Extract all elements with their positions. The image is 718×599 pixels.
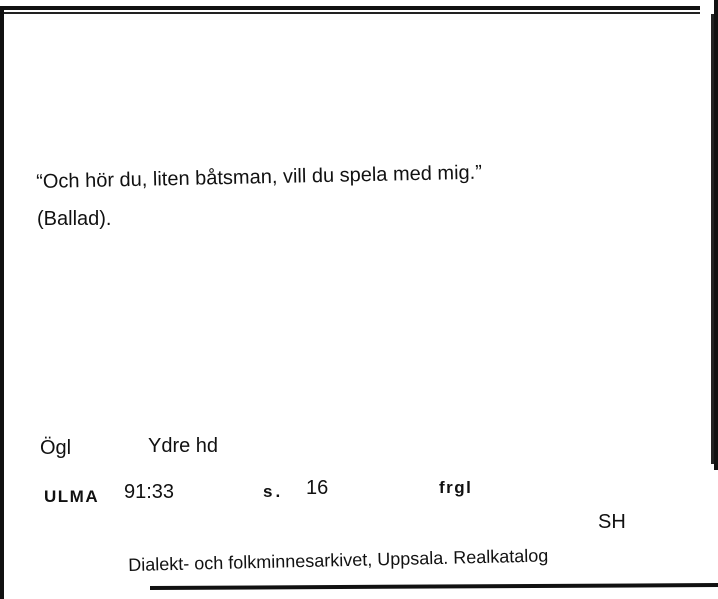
archive-number: 91:33 — [124, 481, 175, 503]
scan-border-top — [0, 6, 700, 10]
card-genre: (Ballad). — [37, 208, 112, 230]
card-footer: Dialekt- och folkminnesarkivet, Uppsala. Realkatalog — [127, 545, 549, 575]
scan-border-left — [0, 10, 4, 599]
card-place: Ögl — [40, 437, 72, 459]
recorder-initials: SH — [598, 511, 626, 533]
scan-border-right-dark — [714, 0, 718, 470]
archive-label: ULMA — [44, 487, 100, 506]
card-district: Ydre hd — [148, 435, 219, 457]
scan-border-top-thin — [0, 12, 700, 14]
page-label: s. — [263, 482, 284, 501]
category-code: frgl — [439, 478, 473, 497]
card-quote: “Och hör du, liten båtsman, vill du spela med mig.” — [35, 161, 483, 193]
scan-border-bottom — [150, 583, 718, 590]
page-number: 16 — [306, 477, 329, 499]
